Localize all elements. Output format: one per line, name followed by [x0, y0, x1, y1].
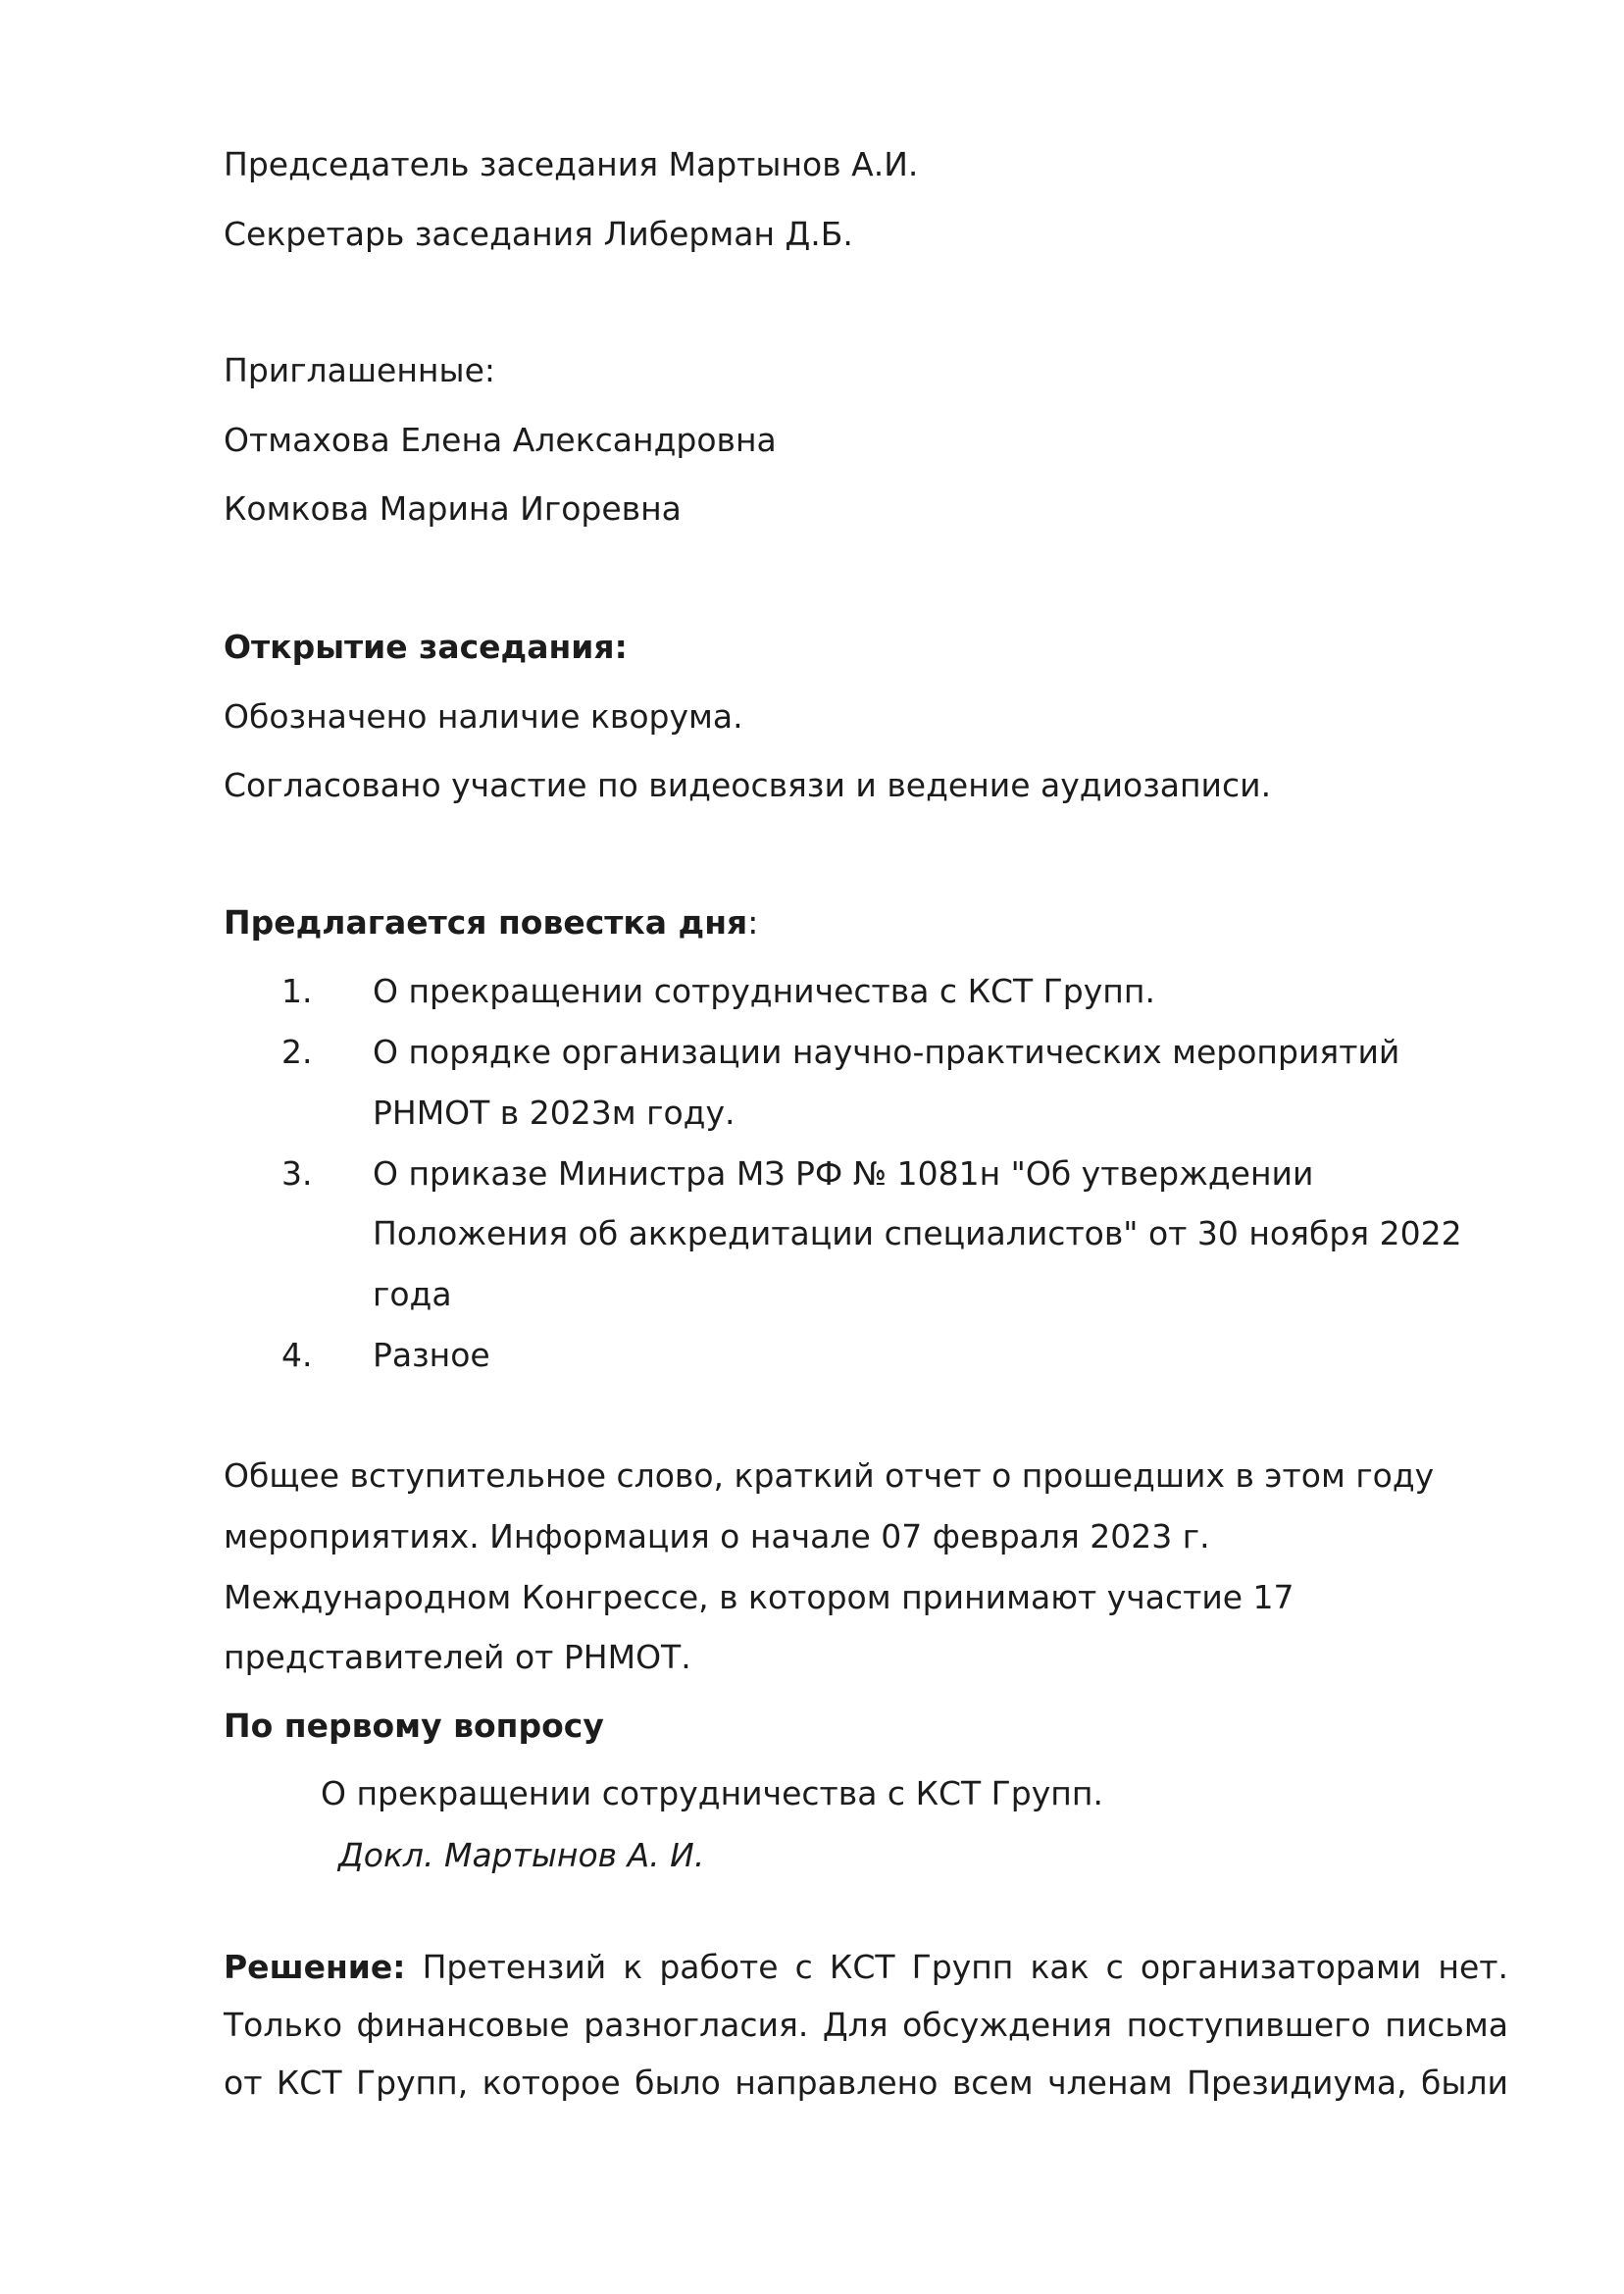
- first-question-topic: О прекращении сотрудничества с КСТ Групп.: [321, 1774, 1103, 1812]
- agenda-item-number: 3.: [281, 1154, 313, 1193]
- agenda-heading: Предлагается повестка дня: [224, 903, 748, 942]
- first-question-speaker: Докл. Мартынов А. И.: [338, 1836, 705, 1874]
- agenda-item-number: 1.: [281, 972, 313, 1010]
- decision-line: от КСТ Групп, которое было направлено всем членам Президиума, были: [224, 2064, 1508, 2102]
- agenda-item-number: 4.: [281, 1336, 313, 1374]
- intro-line: Международном Конгрессе, в котором принимают участие 17: [224, 1578, 1294, 1616]
- decision-line: [224, 1946, 1508, 1989]
- agenda-heading-colon: :: [747, 903, 759, 942]
- decision-label: Решение:: [224, 1948, 406, 1986]
- agenda-item-text: Положения об аккредитации специалистов" от 30 ноября 2022: [373, 1214, 1462, 1252]
- intro-line: Общее вступительное слово, краткий отчет о прошедших в этом году: [224, 1456, 1435, 1495]
- agenda-item-text: РНМОТ в 2023м году.: [373, 1094, 736, 1132]
- decision-text: Претензий к работе с КСТ Групп как с организаторами нет.: [422, 1948, 1508, 1986]
- first-question-heading: По первому вопросу: [224, 1707, 604, 1745]
- agenda-item-text: года: [373, 1275, 452, 1313]
- agenda-item-number: 2.: [281, 1033, 313, 1071]
- invited-person: Комкова Марина Игоревна: [224, 489, 682, 528]
- agenda-item-text: Разное: [373, 1336, 490, 1374]
- agenda-item-text: О приказе Министра МЗ РФ № 1081н "Об утверждении: [373, 1154, 1314, 1193]
- opening-heading: Открытие заседания:: [224, 628, 628, 666]
- decision-line: Только финансовые разногласия. Для обсуждения поступившего письма: [224, 2006, 1508, 2044]
- intro-line: представителей от РНМОТ.: [224, 1638, 691, 1676]
- opening-line: Обозначено наличие кворума.: [224, 697, 743, 736]
- invited-person: Отмахова Елена Александровна: [224, 421, 777, 459]
- chairman-line: Председатель заседания Мартынов А.И.: [224, 145, 919, 183]
- agenda-item-text: О порядке организации научно-практических мероприятий: [373, 1033, 1400, 1071]
- secretary-line: Секретарь заседания Либерман Д.Б.: [224, 215, 853, 253]
- invited-label: Приглашенные:: [224, 351, 495, 389]
- intro-line: мероприятиях. Информация о начале 07 февраля 2023 г.: [224, 1517, 1210, 1555]
- opening-line: Согласовано участие по видеосвязи и ведение аудиозаписи.: [224, 766, 1272, 804]
- agenda-item-text: О прекращении сотрудничества с КСТ Групп.: [373, 972, 1155, 1010]
- agenda-heading-line: [224, 901, 758, 944]
